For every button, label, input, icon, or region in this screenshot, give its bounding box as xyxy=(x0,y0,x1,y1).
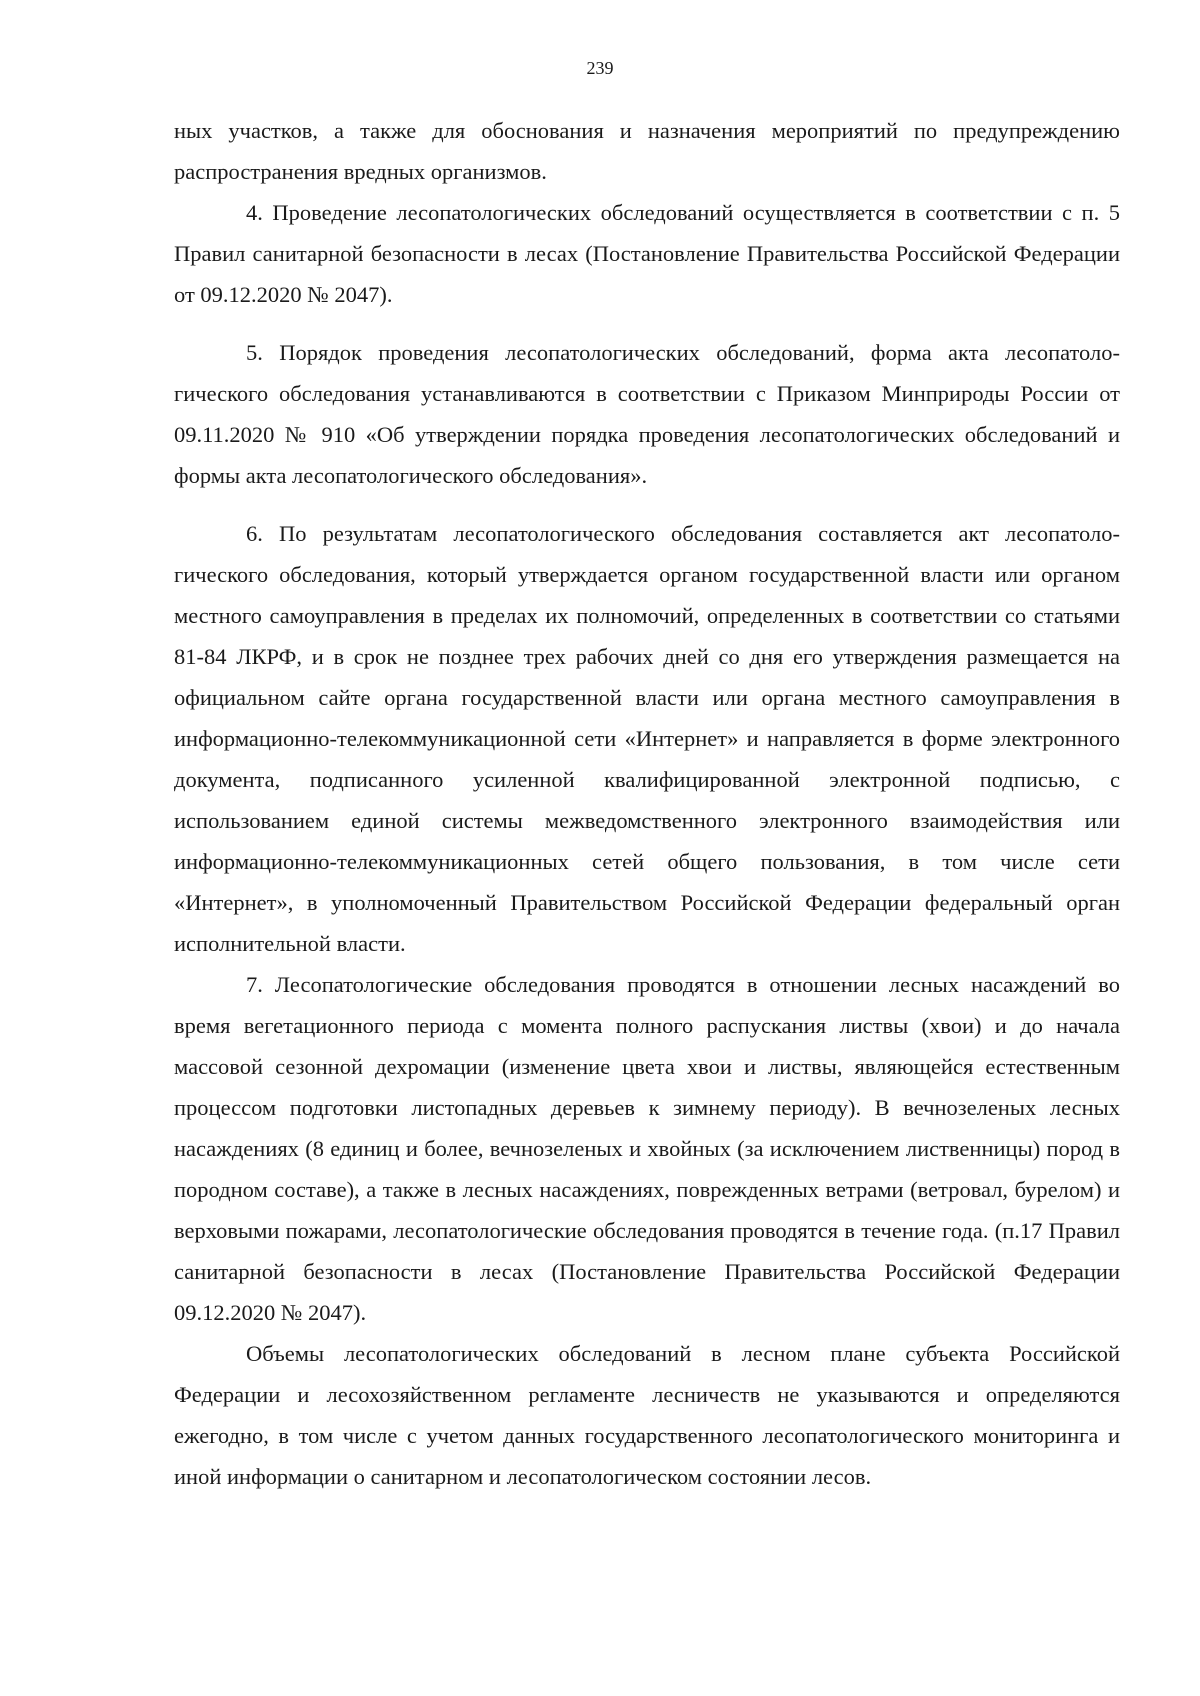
paragraph-item-4: 4. Проведение лесопатологических обследований осуществляется в соответствии с п. 5 Правил санитарной безопасности в лесах (Постановление Правительства Российской Федерации от 09.12.2020 № 2047). xyxy=(174,200,1120,307)
paragraph-continuation: ных участков, а также для обоснования и назначения мероприятий по предупреждению распространения вредных организмов. xyxy=(174,118,1120,184)
body-text xyxy=(174,110,1120,1497)
paragraph-item-7: 7. Лесопатологические обследования проводятся в отношении лесных насаждений во время вегетационного периода с момента полного распускания листвы (хвои) и до начала массовой сезонной дехромации (изменение цвета хвои и листвы, являющейся естественным процессом подготовки листопадных деревьев к зимнему периоду). В вечнозеленых лесных насаждениях (8 единиц и более, вечнозеленых и хвойных (за исключением лиственницы) пород в породном составе), а также в лесных насаждениях, поврежденных ветрами (ветровал, бурелом) и верховыми пожарами, лесопатологические обследования проводятся в течение года. (п.17 Правил санитарной безопасности в лесах (Постановление Правительства Российской Федерации 09.12.2020 № 2047). xyxy=(174,972,1120,1325)
paragraph-item-5: 5. Порядок проведения лесопатологических обследований, форма акта лесопатологического обследования устанавливаются в соответствии с Приказом Минприроды России от 09.11.2020 № 910 «Об утверждении порядка проведения лесопатологических обследований и формы акта лесопатологического обследования». xyxy=(174,340,1120,488)
page-number: 239 xyxy=(586,58,614,78)
paragraph-item-6: 6. По результатам лесопатологического обследования составляется акт лесопатологического обследования, который утверждается органом государственной власти или органом местного самоуправления в пределах их полномочий, определенных в соответствии со статьями 81-84 ЛКРФ, и в срок не позднее трех рабочих дней со дня его утверждения размещается на официальном сайте органа государственной власти или органа местного самоуправления в информационно-телекоммуникационной сети «Интернет» и направляется в форме электронного документа, подписанного усиленной квалифицированной электронной подписью, с использованием единой системы межведомственного электронного взаимодействия или информационно-телекоммуникационных сетей общего пользования, в том числе сети «Интернет», в уполномоченный Правительством Российской Федерации федеральный орган исполнительной власти. xyxy=(174,521,1120,956)
paragraph-volumes: Объемы лесопатологических обследований в лесном плане субъекта Российской Федерации и лесохозяйственном регламенте лесничеств не указываются и определяются ежегодно, в том числе с учетом данных государственного лесопатологического мониторинга и иной информации о санитарном и лесопатологическом состоянии лесов. xyxy=(174,1341,1120,1489)
